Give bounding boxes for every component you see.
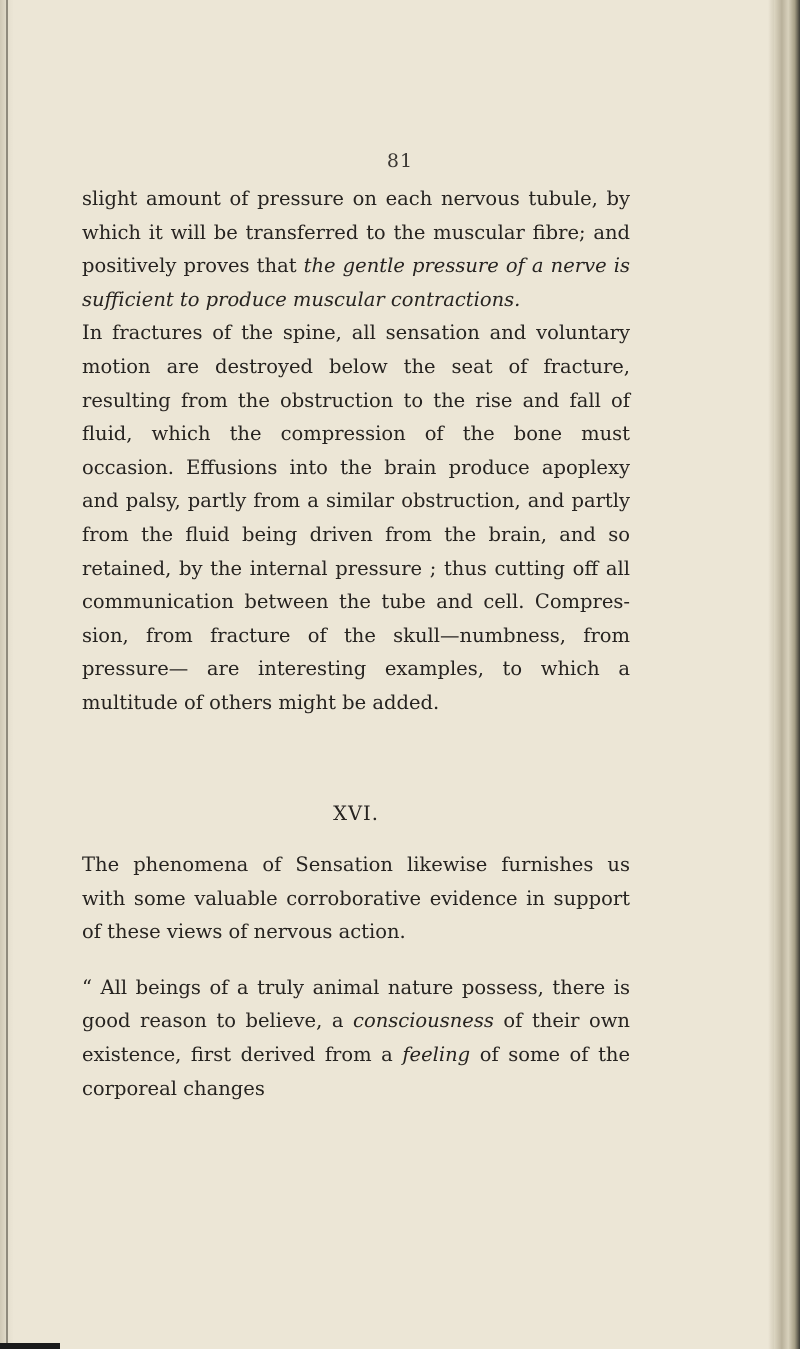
paragraph-sensation: The phenomena of Sensation likewise furnishes us with some valuable corroborative evidence in support of these views of nervous action. <box>82 853 630 944</box>
quotation-text-3: of some of the corporeal changes <box>82 1043 631 1100</box>
paragraph-pressure-text: slight amount of pressure on each nervous tubule, by which it will be transferred to the muscular fibre; and positively proves that <box>82 187 630 278</box>
paragraph-pressure-italic: the gentle pressure of a nerve is sufficient to produce muscular contractions. <box>82 254 630 311</box>
quotation-text-1: “ All beings of a truly animal nature possess, there is good reason to believe, a <box>82 975 630 1033</box>
section-heading: XVI. <box>333 801 379 825</box>
page-binding-edge <box>6 0 8 1349</box>
quotation-text-2: of their own existence, first derived from a <box>82 1009 630 1067</box>
paragraph-quotation <box>82 971 630 1105</box>
page-corner-mark <box>0 1343 60 1349</box>
quotation-italic-feeling: feeling <box>402 1043 471 1067</box>
paragraph-fractures: In fractures of the spine, all sensation and voluntary motion are destroyed below the seat of fracture, resulting from the obstruction to the rise and fall of fluid, which the compression of the bone must occasion. Effusions into the brain produce apoplexy and palsy, partly from a similar obstruction, and partly from the fluid being driven from the brain, and so retained, by the internal pressure ; thus cutting off all communication between the tube and cell. Compres- sion, from fracture of the skull—numbness, from pressure— are interesting examples, to which a multitude of others might be added. <box>82 321 630 714</box>
quotation-italic-consciousness: consciousness <box>353 1009 494 1033</box>
page-number: 81 <box>386 150 414 172</box>
page-right-edge <box>774 0 800 1349</box>
body-text <box>82 182 630 1105</box>
paragraph-pressure <box>82 182 630 316</box>
